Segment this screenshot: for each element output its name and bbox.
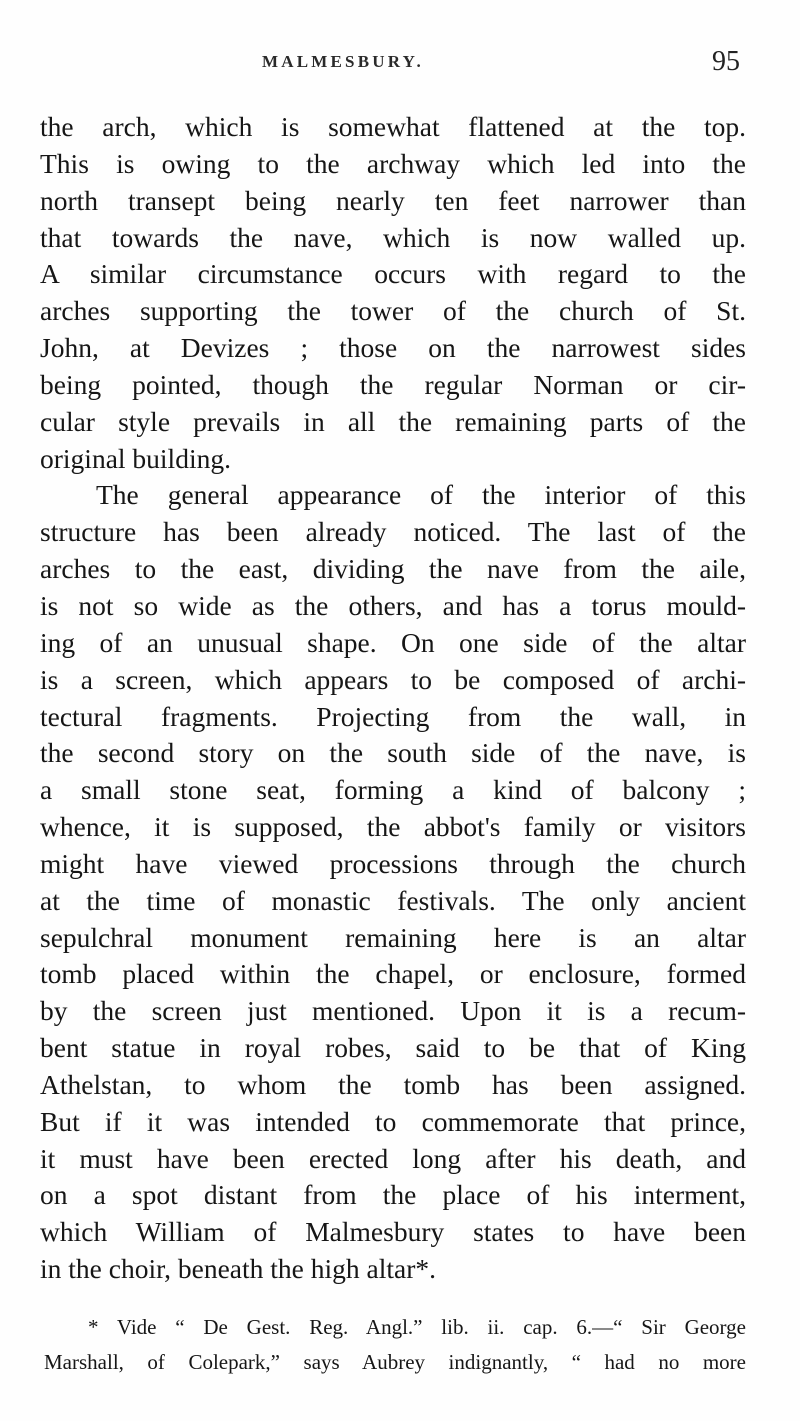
text-line: tectural fragments. Projecting from the wall, in [40, 700, 746, 732]
text-line: at the time of monastic festivals. The only ancient [40, 884, 746, 916]
text-line: is a screen, which appears to be composed of archi- [40, 663, 746, 695]
text-line: sepulchral monument remaining here is an altar [40, 921, 746, 953]
running-title: MALMESBURY. [262, 52, 424, 71]
text-line: it must have been erected long after his death, and [40, 1142, 746, 1174]
text-line: structure has been already noticed. The last of the [40, 516, 746, 548]
text-line: bent statue in royal robes, said to be that of King [40, 1032, 746, 1064]
running-head [0, 48, 800, 78]
text-line: ing of an unusual shape. On one side of the altar [40, 626, 746, 658]
text-line: on a spot distant from the place of his interment, [40, 1179, 746, 1211]
page-number: 95 [712, 46, 740, 77]
footnote-line: Marshall, of Colepark,” says Aubrey indignantly, “ had no more [44, 1350, 746, 1374]
text-line: a small stone seat, forming a kind of balcony ; [40, 774, 746, 806]
text-line: by the screen just mentioned. Upon it is a recum- [40, 995, 746, 1027]
text-line: Athelstan, to whom the tomb has been assigned. [40, 1068, 746, 1100]
text-line: the second story on the south side of the nave, is [40, 737, 746, 769]
text-line: being pointed, though the regular Norman or cir- [40, 368, 746, 400]
text-line: whence, it is supposed, the abbot's family or visitors [40, 811, 746, 843]
text-line: A similar circumstance occurs with regard to the [40, 258, 746, 290]
text-line: tomb placed within the chapel, or enclosure, formed [40, 958, 746, 990]
footnote [44, 1310, 746, 1380]
text-line: might have viewed processions through the church [40, 847, 746, 879]
body-text [40, 109, 746, 1288]
text-line: north transept being nearly ten feet narrower than [40, 184, 746, 216]
text-line: the arch, which is somewhat flattened at the top. [40, 111, 746, 142]
text-line: original building. [40, 442, 231, 474]
text-line: is not so wide as the others, and has a torus mould- [40, 589, 746, 621]
text-line: arches supporting the tower of the church of St. [40, 295, 746, 327]
text-line: But if it was intended to commemorate that prince, [40, 1105, 746, 1137]
text-line: cular style prevails in all the remaining parts of the [40, 405, 746, 437]
text-line: in the choir, beneath the high altar*. [40, 1253, 436, 1285]
text-line: John, at Devizes ; those on the narrowest sides [40, 332, 746, 364]
footnote-line: * Vide “ De Gest. Reg. Angl.” lib. ii. cap. 6.—“ Sir George [88, 1315, 746, 1339]
text-line: This is owing to the archway which led into the [40, 147, 746, 179]
text-line: arches to the east, dividing the nave from the aile, [40, 553, 746, 585]
text-line: that towards the nave, which is now walled up. [40, 221, 746, 253]
text-line: which William of Malmesbury states to have been [40, 1216, 746, 1248]
paragraph-start-line: The general appearance of the interior of this [96, 479, 746, 511]
